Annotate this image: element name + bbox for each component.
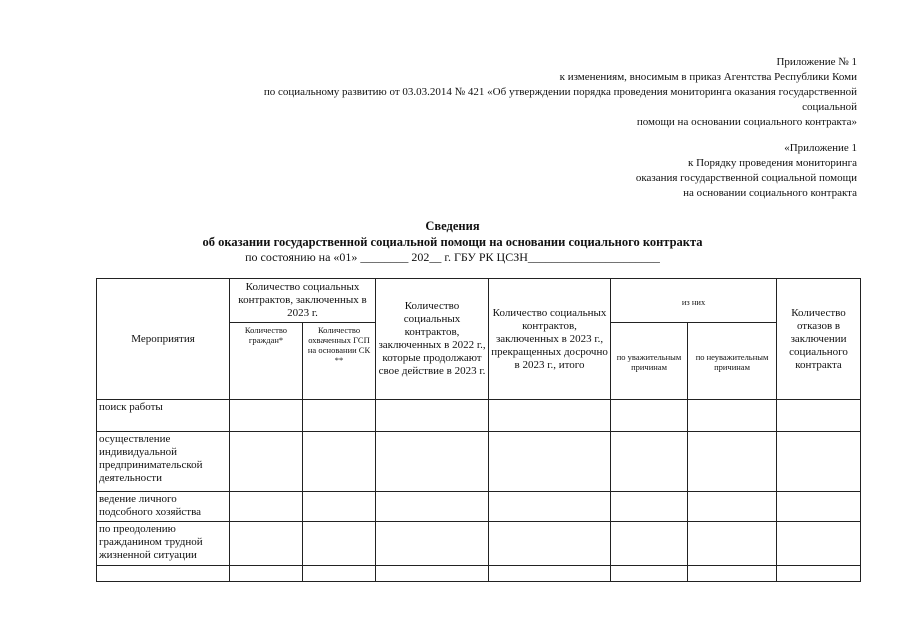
header-line: к Порядку проведения мониторинга: [687, 157, 857, 169]
table-row-label: осуществление индивидуальной предпринимательской деятельности: [97, 432, 230, 492]
header-events: Мероприятия: [97, 279, 230, 400]
header-line: социальной: [802, 101, 857, 113]
header-line: на основании социального контракта: [683, 187, 857, 199]
procedure-appendix-header: [557, 141, 857, 201]
header-continuing: Количество социальных контрактов, заключенных в 2022 г., которые продолжают свое действие в 2023 г.: [376, 279, 489, 400]
header-terminated: Количество социальных контрактов, заключенных в 2023 г., прекращенных досрочно в 2023 г., итого: [489, 279, 611, 400]
header-line: «Приложение 1: [784, 142, 857, 154]
monitoring-table: [96, 278, 861, 582]
header-line: по социальному развитию от 03.03.2014 № 421 «Об утверждении порядка проведения мониторинга оказания государственной: [263, 86, 857, 98]
header-covered: Количество охваченных ГСП на основании СК **: [303, 323, 376, 400]
header-line: оказания государственной социальной помощи: [635, 172, 857, 184]
doc-subtitle: об оказании государственной социальной помощи на основании социального контракта: [202, 235, 703, 249]
header-refusals: Количество отказов в заключении социального контракта: [777, 279, 861, 400]
table-row-label: [97, 566, 230, 582]
table-row-label: поиск работы: [97, 400, 230, 432]
header-line: помощи на основании социального контракта»: [636, 116, 857, 128]
header-concluded: Количество социальных контрактов, заключенных в 2023 г.: [230, 279, 376, 323]
doc-date-line: по состоянию на «01» ________ 202__ г. ГБУ РК ЦСЗН______________________: [245, 250, 660, 264]
header-line: к изменениям, вносимым в приказ Агентства Республики Коми: [559, 71, 857, 83]
table-row-label: ведение личного подсобного хозяйства: [97, 492, 230, 522]
header-valid-reasons: по уважительным причинам: [611, 323, 688, 400]
table-row-label: по преодолению гражданином трудной жизненной ситуации: [97, 522, 230, 566]
doc-title: Сведения: [425, 219, 480, 233]
header-of-them: из них: [611, 279, 777, 323]
appendix-header: [137, 55, 857, 130]
header-line: Приложение № 1: [776, 56, 857, 68]
header-citizens: Количество граждан*: [230, 323, 303, 400]
header-invalid-reasons: по неуважительным причинам: [688, 323, 777, 400]
